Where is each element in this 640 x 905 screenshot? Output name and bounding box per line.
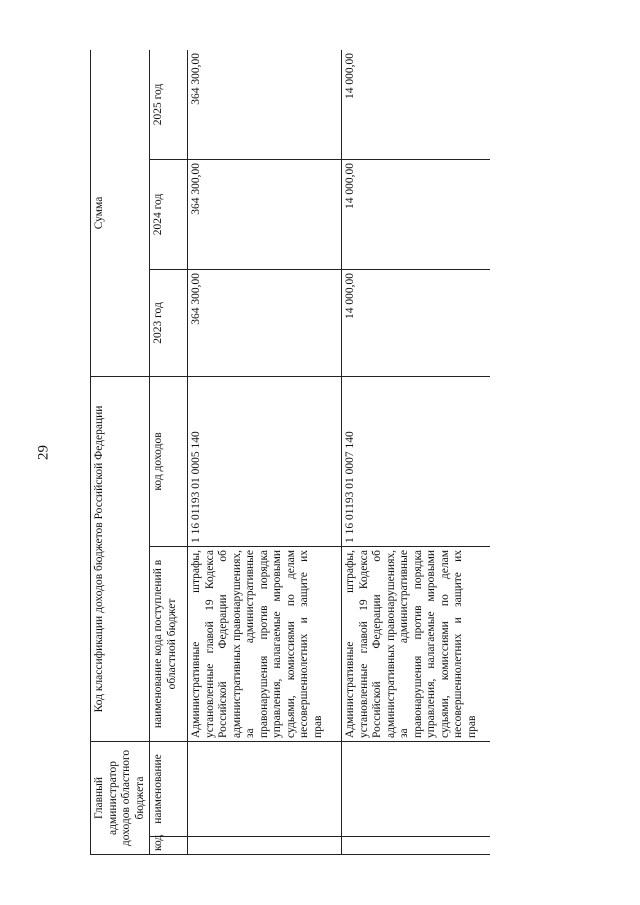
- row-admin-code: [188, 837, 342, 855]
- revenue-table: [90, 50, 490, 855]
- row-admin-name: [188, 741, 342, 836]
- header-2023: 2023 год: [150, 269, 188, 376]
- rotated-table-container: [90, 50, 490, 855]
- header-row-groups: [91, 50, 150, 855]
- table-row: [188, 50, 342, 855]
- row-income-name: Административные штрафы, установленные главой 19 Кодекса Российской Федерации об административных правонарушениях, за административные правонарушения против порядка управления, налагаемые мировыми судьями, комиссиями по делам несовершеннолетних и защите их прав: [342, 546, 491, 741]
- row-income-code: 1 16 01193 01 0005 140: [188, 376, 342, 546]
- header-sum-group: Сумма: [91, 50, 150, 376]
- header-2025: 2025 год: [150, 50, 188, 159]
- header-admin-group: Главный администратор доходов областного бюджета: [91, 741, 150, 854]
- row-admin-code: [342, 837, 491, 855]
- row-amount-2025: 364 300,00: [188, 50, 342, 159]
- row-amount-2024: 14 000,00: [342, 159, 491, 269]
- header-income-name: наименование кода поступлений в областной бюджет: [150, 546, 188, 741]
- header-2024: 2024 год: [150, 159, 188, 269]
- row-income-code: 1 16 01193 01 0007 140: [342, 376, 491, 546]
- table-frame: [90, 50, 490, 855]
- row-income-name: Административные штрафы, установленные главой 19 Кодекса Российской Федерации об административных правонарушениях, за административные правонарушения против порядка управления, налагаемые мировыми судьями, комиссиями по делам несовершеннолетних и защите их прав: [188, 546, 342, 741]
- header-name: наименование: [150, 741, 188, 836]
- header-row-columns: [150, 50, 188, 855]
- row-amount-2023: 14 000,00: [342, 269, 491, 376]
- row-amount-2025: 14 000,00: [342, 50, 491, 159]
- header-income-code: код доходов: [150, 376, 188, 546]
- row-admin-name: [342, 741, 491, 836]
- page-number: 29: [35, 445, 52, 460]
- row-amount-2024: 364 300,00: [188, 159, 342, 269]
- row-amount-2023: 364 300,00: [188, 269, 342, 376]
- header-classification-group: Код классификации доходов бюджетов Российской Федерации: [91, 376, 150, 741]
- header-code: код: [150, 837, 188, 855]
- table-row: [342, 50, 491, 855]
